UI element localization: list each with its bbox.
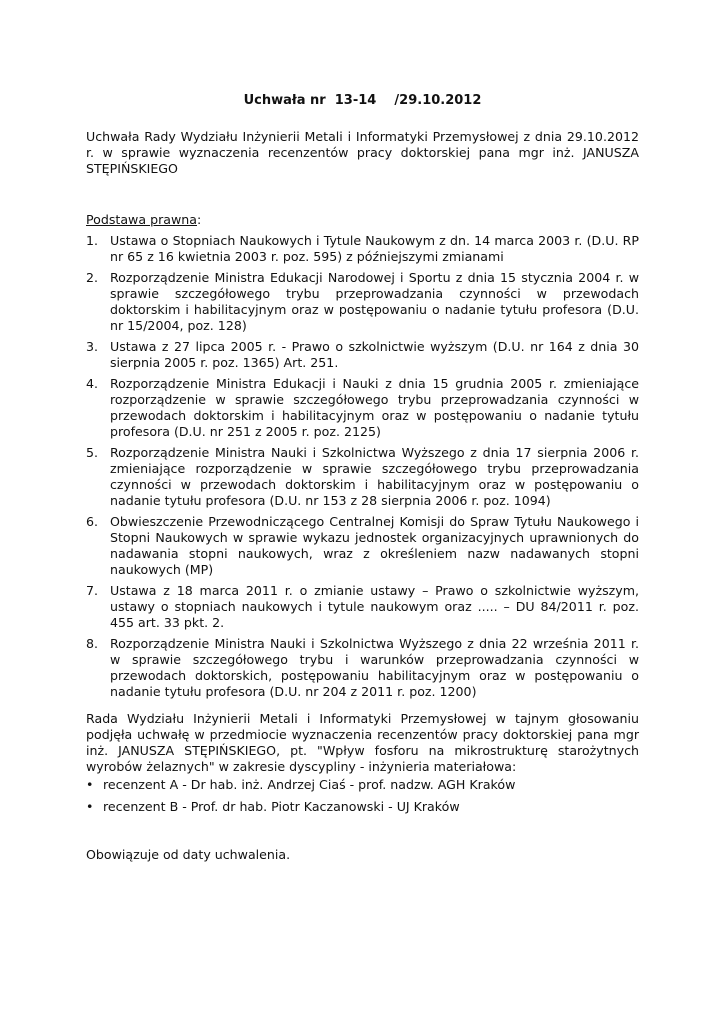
bullet-icon: • xyxy=(86,777,94,792)
list-item-number: 7. xyxy=(86,583,99,598)
list-item-number: 4. xyxy=(86,376,99,391)
intro-paragraph: Uchwała Rady Wydziału Inżynierii Metali i Informatyki Przemysłowej z dnia 29.10.2012 r. w sprawie wyznaczenia recenzentów pracy doktorskiej pana mgr inż. JANUSZA STĘPIŃSKIEGO xyxy=(86,129,639,176)
list-item xyxy=(86,376,639,440)
list-item xyxy=(86,777,639,793)
legal-basis-heading xyxy=(86,212,201,228)
list-item-text: Rozporządzenie Ministra Edukacji i Nauki z dnia 15 grudnia 2005 r. zmieniające rozporządzenie w sprawie szczegółowego trybu przeprowadzania czynności w przewodach doktorskim i habilitacyjnym oraz w postępowaniu o nadanie tytułu profesora (D.U. nr 251 z 2005 r. poz. 2125) xyxy=(110,376,639,439)
list-item-number: 3. xyxy=(86,339,99,354)
list-item-text: Ustawa o Stopniach Naukowych i Tytule Naukowym z dn. 14 marca 2003 r. (D.U. RP nr 65 z 16 kwietnia 2003 r. poz. 595) z późniejszymi zmianami xyxy=(110,233,639,264)
list-item-number: 1. xyxy=(86,233,99,248)
reviewers-list xyxy=(86,777,639,821)
closing-statement: Obowiązuje od daty uchwalenia. xyxy=(86,847,291,862)
list-item-text: Rozporządzenie Ministra Nauki i Szkolnictwa Wyższego z dnia 22 września 2011 r. w sprawie szczegółowego trybu i warunków przeprowadzania czynności w przewodach doktorskich, postępowaniu habilitacyjnym oraz w postępowaniu o nadanie tytułu profesora (D.U. nr 204 z 2011 r. poz. 1200) xyxy=(110,636,639,699)
list-item-number: 2. xyxy=(86,270,99,285)
bullet-icon: • xyxy=(86,799,94,814)
list-item xyxy=(86,270,639,334)
list-item-number: 5. xyxy=(86,445,99,460)
reviewer-text: recenzent B - Prof. dr hab. Piotr Kaczanowski - UJ Kraków xyxy=(103,799,460,814)
resolution-title: Uchwała nr 13-14 /29.10.2012 xyxy=(243,93,482,108)
legal-basis-list xyxy=(86,233,639,705)
list-item-text: Rozporządzenie Ministra Edukacji Narodowej i Sportu z dnia 15 stycznia 2004 r. w sprawie szczegółowego trybu przeprowadzania czynności w przewodach doktorskim i habilitacyjnym oraz w postępowaniu o nadanie tytułu profesora (D.U. nr 15/2004, poz. 128) xyxy=(110,270,639,333)
decision-paragraph: Rada Wydziału Inżynierii Metali i Informatyki Przemysłowej w tajnym głosowaniu podjęła uchwałę w przedmiocie wyznaczenia recenzentów pracy doktorskiej pana mgr inż. JANUSZA STĘPIŃSKIEGO, pt. "Wpływ fosforu na mikrostrukturę starożytnych wyrobów żelaznych" w zakresie dyscypliny - inżynieria materiałowa: xyxy=(86,711,639,774)
list-item xyxy=(86,445,639,509)
legal-basis-label: Podstawa prawna xyxy=(86,212,197,227)
list-item-text: Obwieszczenie Przewodniczącego Centralnej Komisji do Spraw Tytułu Naukowego i Stopni Naukowych w sprawie wykazu jednostek organizacyjnych uprawnionych do nadawania stopni naukowych, wraz z określeniem nazw nadawanych stopni naukowych (MP) xyxy=(110,514,639,577)
list-item xyxy=(86,799,639,815)
list-item-text: Ustawa z 27 lipca 2005 r. - Prawo o szkolnictwie wyższym (D.U. nr 164 z dnia 30 sierpnia 2005 r. poz. 1365) Art. 251. xyxy=(110,339,639,370)
legal-basis-colon: : xyxy=(196,212,202,227)
list-item-number: 8. xyxy=(86,636,99,651)
list-item xyxy=(86,636,639,700)
list-item-text: Ustawa z 18 marca 2011 r. o zmianie ustawy – Prawo o szkolnictwie wyższym, ustawy o stopniach naukowych i tytule naukowym oraz ..... – DU 84/2011 r. poz. 455 art. 33 pkt. 2. xyxy=(110,583,639,630)
list-item xyxy=(86,339,639,371)
list-item xyxy=(86,233,639,265)
list-item-number: 6. xyxy=(86,514,99,529)
list-item-text: Rozporządzenie Ministra Nauki i Szkolnictwa Wyższego z dnia 17 sierpnia 2006 r. zmieniające rozporządzenie w sprawie szczegółowego trybu przeprowadzania czynności w przewodach doktorskim i habilitacyjnym oraz w postępowaniu o nadanie tytułu profesora (D.U. nr 153 z 28 sierpnia 2006 r. poz. 1094) xyxy=(110,445,639,508)
list-item xyxy=(86,583,639,631)
reviewer-text: recenzent A - Dr hab. inż. Andrzej Ciaś - prof. nadzw. AGH Kraków xyxy=(103,777,516,792)
list-item xyxy=(86,514,639,578)
